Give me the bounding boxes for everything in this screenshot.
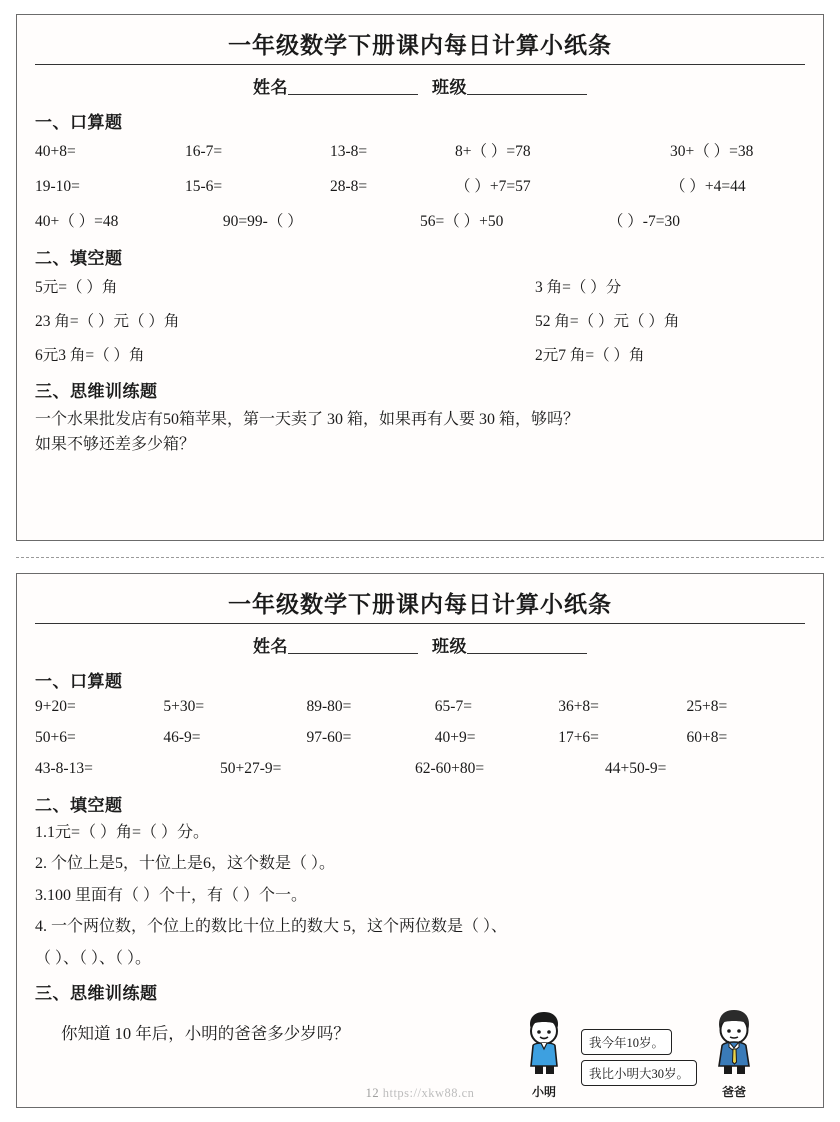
sheet-1-section-oral-heading: 一、口算题 (35, 113, 123, 132)
oral-item: 19-10= (35, 178, 80, 195)
sheet-1-class-label: 班级 (432, 78, 467, 97)
oral-item: 97-60= (306, 729, 352, 746)
watermark (17, 1086, 823, 1101)
oral-item: 40+8= (35, 143, 76, 160)
fill-item: 4. 一个两位数，个位上的数比十位上的数大 5，这个两位数是（ ）、 (35, 918, 508, 936)
fill-item: 23 角=（ ）元（ ）角 (35, 313, 180, 330)
oral-item: 36+8= (558, 698, 599, 715)
sheet-1-title: 一年级数学下册课内每日计算小纸条 (228, 33, 612, 58)
sheet-2-name-label: 姓名 (253, 637, 288, 656)
watermark-number: 12 (365, 1086, 380, 1100)
sheet-1-fill-row-2 (35, 309, 805, 331)
oral-item: （ ）+4=44 (670, 178, 746, 195)
watermark-url: https://xkw88.cn (382, 1086, 475, 1100)
oral-item: 16-7= (185, 143, 223, 160)
oral-item: 8+（ ）=78 (455, 143, 531, 160)
fill-item: （ ）、（ ）、（ ）。 (35, 949, 152, 967)
oral-item: 40+9= (434, 729, 476, 746)
sheet-1-class-blank[interactable] (467, 78, 587, 95)
sheet-1-name-class-line (35, 73, 805, 98)
oral-item: 50+6= (35, 729, 76, 746)
oral-item: 9+20= (35, 698, 76, 715)
speech-bubbles (581, 1029, 697, 1086)
sheet-2-section-fill-heading: 二、填空题 (35, 796, 123, 815)
sheet-2-class-label: 班级 (432, 637, 467, 656)
worksheet-sheet-1 (16, 14, 824, 541)
sheet-1-section-think-heading: 三、思维训练题 (35, 382, 158, 401)
oral-item: 30+（ ）=38 (670, 143, 754, 160)
boy-icon (513, 1004, 575, 1076)
oral-item: 90=99-（ ） (222, 213, 303, 230)
sheet-1-think-line-1: 一个水果批发店有50箱苹果，第一天卖了 30 箱，如果再有人要 30 箱，够吗？ (35, 411, 580, 428)
dad-label: 爸爸 (721, 1084, 746, 1099)
sheet-2-section-think-heading: 三、思维训练题 (35, 983, 158, 1003)
fill-item: 2元7 角=（ ）角 (535, 347, 645, 364)
oral-item: 25+8= (686, 698, 728, 715)
sheet-1-oral-row-2 (35, 174, 805, 196)
sheet-2-class-blank[interactable] (467, 637, 587, 654)
fill-item: 6元3 角=（ ）角 (35, 347, 145, 364)
sheet-2-name-blank[interactable] (288, 637, 418, 654)
sheet-2-section-oral-heading: 一、口算题 (35, 672, 123, 691)
sheet-1-section-fill-heading: 二、填空题 (35, 249, 123, 268)
sheet-1-oral-row-1 (35, 139, 805, 161)
oral-item: 5+30= (163, 698, 205, 715)
sheet-2-title-rule (35, 623, 805, 624)
sheet-1-name-blank[interactable] (288, 78, 418, 95)
dashed-cut-line (16, 557, 824, 558)
boy-speech-bubble: 我今年10岁。 (581, 1029, 672, 1055)
fill-item: 3 角=（ ）分 (535, 279, 622, 296)
fill-item: 5元=（ ）角 (35, 279, 118, 296)
oral-item: 15-6= (185, 178, 223, 195)
oral-item: 46-9= (163, 729, 201, 746)
oral-item: 56=（ ）+50 (420, 213, 504, 230)
boy-label: 小明 (531, 1084, 556, 1099)
oral-item: 65-7= (434, 698, 472, 715)
oral-item: 40+（ ）=48 (35, 213, 119, 230)
sheet-2-oral-row-1 (35, 698, 805, 716)
sheet-2-think-question: 你知道 10 年后，小明的爸爸多少岁吗？ (61, 1023, 350, 1043)
oral-item: 43-8-13= (35, 760, 93, 777)
oral-item: 89-80= (306, 698, 352, 715)
dad-speech-bubble: 我比小明大30岁。 (581, 1060, 697, 1086)
sheet-1-oral-row-3 (35, 209, 805, 231)
sheet-2-name-class-line (35, 632, 805, 657)
fill-item: 2. 个位上是5，十位上是6，这个数是（ ）。 (35, 855, 336, 873)
sheet-1-name-label: 姓名 (253, 78, 288, 97)
worksheet-sheet-2 (16, 573, 824, 1108)
sheet-1-think-line-2: 如果不够还差多少箱？ (35, 435, 196, 453)
sheet-1-title-rule (35, 64, 805, 65)
oral-item: 62-60+80= (415, 760, 485, 777)
sheet-1-fill-row-3 (35, 343, 805, 365)
sheet-2-oral-row-2 (35, 729, 805, 747)
oral-item: 28-8= (330, 178, 368, 195)
sheet-divider (16, 541, 824, 573)
oral-item: 60+8= (686, 729, 728, 746)
oral-item: 50+27-9= (220, 760, 282, 777)
dad-icon (703, 1004, 765, 1076)
oral-item: （ ）+7=57 (455, 178, 531, 195)
sheet-1-fill-row-1 (35, 275, 805, 297)
oral-item: 13-8= (330, 143, 368, 160)
oral-item: （ ）-7=30 (607, 213, 680, 230)
oral-item: 44+50-9= (605, 760, 667, 777)
sheet-2-title: 一年级数学下册课内每日计算小纸条 (228, 592, 612, 617)
fill-item: 1.1元=（ ）角=（ ）分。 (35, 824, 210, 841)
fill-item: 3.100 里面有（ ）个十，有（ ）个一。 (35, 886, 308, 904)
oral-item: 17+6= (558, 729, 599, 746)
sheet-2-oral-row-3 (35, 760, 805, 778)
sheet-2-fill-list (35, 822, 805, 970)
fill-item: 52 角=（ ）元（ ）角 (535, 313, 680, 330)
